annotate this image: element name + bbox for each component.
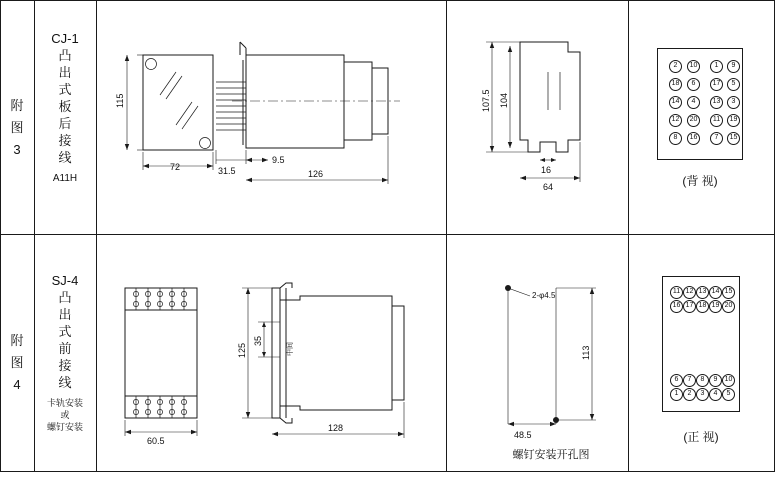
row1-index-char1: 附	[10, 98, 24, 113]
row1-terminal-r8: 19	[727, 114, 740, 127]
row1-index-char2: 图	[10, 120, 24, 135]
row1-terminal-r4: 5	[727, 78, 740, 91]
row2-index-char1: 附	[10, 333, 24, 348]
row1-index-char3: 3	[13, 142, 21, 157]
row1-terminal-r5: 13	[710, 96, 723, 109]
row1-type-char4: 板	[58, 99, 72, 114]
row2-terminal-b4: 4	[709, 388, 722, 401]
row1-type-char7: 线	[58, 150, 72, 165]
row2-index-char3: 4	[13, 377, 21, 392]
svg-text:60.5: 60.5	[147, 436, 165, 446]
row2-type-char2: 出	[58, 307, 72, 322]
svg-text:72: 72	[170, 162, 181, 172]
svg-text:31.5: 31.5	[218, 166, 236, 176]
row1-view-caption: (背 视)	[682, 174, 718, 188]
row2-model: SJ-4	[51, 273, 79, 288]
svg-text:107.5: 107.5	[481, 89, 491, 112]
row2-sub-line1: 卡轨安装	[46, 398, 83, 408]
row1-terminal-l7: 12	[669, 114, 682, 127]
svg-text:2-φ4.5: 2-φ4.5	[532, 291, 556, 300]
row1-type-char1: 凸	[58, 48, 72, 63]
row2-terminal-b6: 6	[670, 374, 683, 387]
row1-terminal-r7: 11	[710, 114, 723, 127]
row2-type-char4: 前	[58, 341, 72, 356]
row2-terminal-t12: 12	[683, 286, 696, 299]
row1-model: CJ-1	[51, 31, 79, 46]
row1-terminal-r1: 1	[710, 60, 723, 73]
row1-terminal-r9: 7	[710, 132, 723, 145]
svg-text:126: 126	[308, 169, 324, 179]
row1-terminal-r2: 9	[727, 60, 740, 73]
row2-terminal-t19: 19	[709, 300, 722, 313]
row2-terminal-b7: 7	[683, 374, 696, 387]
row2-terminal-t16: 16	[670, 300, 683, 313]
row1-terminal-l5: 14	[669, 96, 682, 109]
row2-terminal-t13: 13	[696, 286, 709, 299]
row2-terminal-b10: 10	[722, 374, 735, 387]
row2-terminal-t18: 18	[696, 300, 709, 313]
row1-terminal-r6: 3	[727, 96, 740, 109]
row1-type-char6: 接	[58, 133, 72, 148]
row2-terminal-t11: 11	[670, 286, 683, 299]
row1-type-char2: 出	[58, 65, 72, 80]
row1-sub-code: A11H	[52, 173, 78, 184]
row1-terminal-l3: 18	[669, 78, 682, 91]
row2-type-char3: 式	[58, 324, 72, 339]
row1-terminal-l8: 20	[687, 114, 700, 127]
row1-terminal-r10: 15	[727, 132, 740, 145]
svg-text:113: 113	[581, 345, 591, 360]
row2-terminal-b8: 8	[696, 374, 709, 387]
svg-text:115: 115	[115, 93, 125, 108]
row2-hole-caption: 螺钉安装开孔图	[512, 449, 590, 461]
svg-text:中间: 中间	[287, 342, 294, 356]
row2-terminal-b1: 1	[670, 388, 683, 401]
row2-terminal-b5: 5	[722, 388, 735, 401]
svg-text:104: 104	[499, 92, 509, 108]
svg-text:64: 64	[543, 182, 554, 192]
row1-terminal-l4: 6	[687, 78, 700, 91]
svg-text:128: 128	[328, 423, 344, 433]
row2-terminal-b2: 2	[683, 388, 696, 401]
row1-terminal-l9: 8	[669, 132, 682, 145]
row2-index-char2: 图	[10, 355, 24, 370]
svg-text:125: 125	[237, 342, 247, 358]
row2-type-char1: 凸	[58, 290, 72, 305]
row1-terminal-l2: 10	[687, 60, 700, 73]
row2-terminal-t15: 15	[722, 286, 735, 299]
row2-terminal-t20: 20	[722, 300, 735, 313]
row2-sub-line2: 或	[60, 410, 70, 420]
row1-terminal-l10: 16	[687, 132, 700, 145]
row2-terminal-b3: 3	[696, 388, 709, 401]
svg-text:16: 16	[541, 165, 552, 175]
row1-terminal-r3: 17	[710, 78, 723, 91]
svg-text:48.5: 48.5	[514, 430, 532, 440]
svg-text:9.5: 9.5	[272, 155, 285, 165]
row1-type-char3: 式	[58, 82, 72, 97]
row1-terminal-l6: 4	[687, 96, 700, 109]
row2-type-char6: 线	[58, 375, 72, 390]
row2-terminal-b9: 9	[709, 374, 722, 387]
row2-terminal-t17: 17	[683, 300, 696, 313]
row2-view-caption: (正 视)	[683, 430, 719, 444]
row2-type-char5: 接	[58, 358, 72, 373]
svg-text:35: 35	[253, 335, 263, 346]
row1-type-char5: 后	[58, 116, 72, 131]
row2-terminal-t14: 14	[709, 286, 722, 299]
row1-terminal-l1: 2	[669, 60, 682, 73]
row2-sub-line3: 螺钉安装	[46, 422, 83, 432]
